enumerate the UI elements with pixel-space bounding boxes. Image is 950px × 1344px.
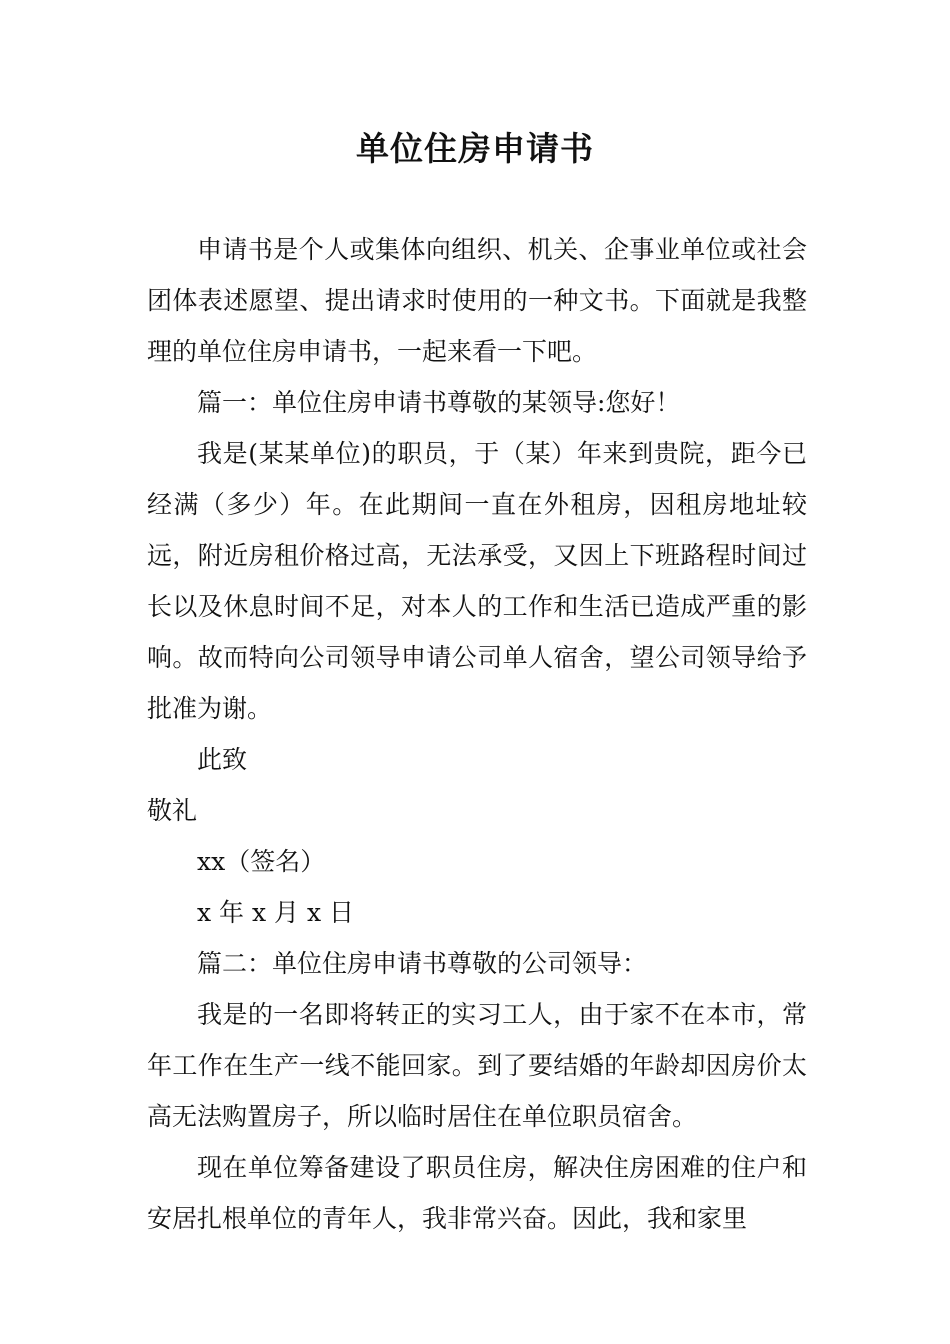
intro-paragraph: 申请书是个人或集体向组织、机关、企事业单位或社会团体表述愿望、提出请求时使用的一种文书。下面就是我整理的单位住房申请书，一起来看一下吧。	[147, 235, 807, 366]
section-two-heading: 篇二：单位住房申请书尊敬的公司领导：	[197, 949, 648, 978]
document-body	[147, 224, 807, 1244]
section-one-paragraph: 我是(某某单位)的职员，于（某）年来到贵院，距今已经满（多少）年。在此期间一直在外租房，因租房地址较远，附近房租价格过高，无法承受，又因上下班路程时间过长以及休息时间不足，对本人的工作和生活已造成严重的影响。故而特向公司领导申请公司单人宿舍，望公司领导给予批准为谢。	[147, 439, 807, 723]
signature-line: xx（签名）	[197, 847, 326, 876]
closing-regards: 敬礼	[147, 796, 198, 825]
closing-salutation: 此致	[197, 745, 248, 774]
section-one-heading: 篇一：单位住房申请书尊敬的某领导:您好！	[197, 388, 681, 417]
section-two-paragraph: 我是的一名即将转正的实习工人，由于家不在本市，常年工作在生产一线不能回家。到了要结婚的年龄却因房价太高无法购置房子，所以临时居住在单位职员宿舍。	[147, 1000, 807, 1131]
document-title: 单位住房申请书	[356, 129, 594, 168]
section-two-paragraph-continued: 现在单位筹备建设了职员住房，解决住房困难的住户和安居扎根单位的青年人，我非常兴奋。因此，我和家里	[147, 1153, 807, 1233]
date-line: x 年 x 月 x 日	[197, 898, 355, 927]
